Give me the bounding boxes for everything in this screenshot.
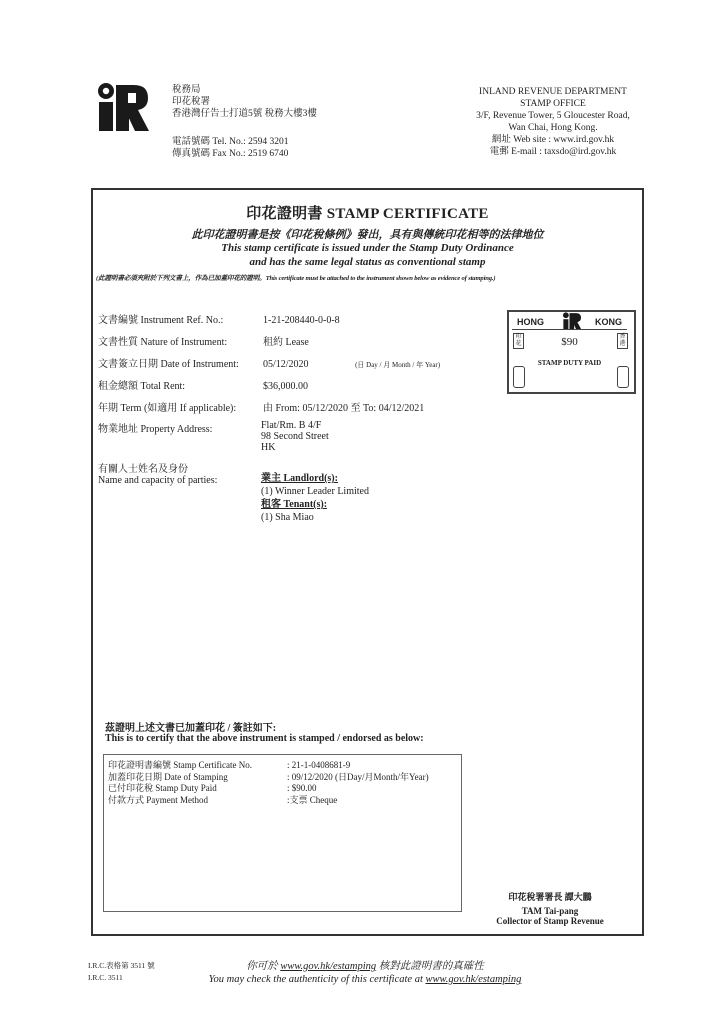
total-rent-label: 租金總額 Total Rent: (98, 381, 186, 392)
certify-en: This is to certify that the above instrument is stamped / endorsed as below: (105, 733, 424, 744)
dept-zh-name: 稅務局 (172, 85, 201, 95)
stamp-amount: $90 (561, 336, 578, 348)
total-rent-value: $36,000.00 (263, 381, 308, 392)
stamp-right-emblem-icon (617, 366, 629, 388)
stamp-hong-label: HONG (517, 317, 544, 327)
address-zh: 香港灣仔告士打道5號 稅務大樓3樓 (172, 109, 317, 119)
verify-link-zh[interactable]: www.gov.hk/estamping (280, 961, 377, 972)
attachment-note: (此證明書必須夾附於下列文書上，作為已加蓋印花的證明。This certificate must be attached to the instrument shown below as evidence of stamping.) (96, 275, 496, 282)
duty-paid-label: 已付印花稅 Stamp Duty Paid (108, 783, 217, 793)
stamp-paid-label: STAMP DUTY PAID (537, 359, 602, 367)
fax-number: 傳真號碼 Fax No.: 2519 6740 (172, 149, 289, 159)
office-en-name: STAMP OFFICE (520, 99, 586, 109)
tenant-heading: 租客 Tenant(s): (261, 499, 328, 510)
collector-name-en: TAM Tai-pang (521, 906, 579, 916)
property-address-line-3: HK (261, 442, 276, 453)
dept-en-name: INLAND REVENUE DEPARTMENT (479, 87, 627, 97)
duty-paid-value: : $90.00 (287, 783, 317, 793)
stamp-logo-icon (561, 312, 583, 330)
stamp-cert-no-label: 印花證明書編號 Stamp Certificate No. (108, 760, 252, 770)
landlord-1: (1) Winner Leader Limited (261, 486, 369, 497)
website: 網址 Web site : www.ird.gov.hk (491, 135, 615, 145)
nature-value: 租約 Lease (263, 337, 309, 348)
form-number-zh: I.R.C.表格第 3511 號 (88, 961, 155, 970)
stamping-date-label: 加蓋印花日期 Date of Stamping (108, 771, 228, 782)
term-value: 由 From: 05/12/2020 至 To: 04/12/2021 (263, 403, 425, 414)
stamping-date-value: : 09/12/2020 (日Day/月Month/年Year) (287, 771, 429, 782)
tenant-1: (1) Sha Miao (261, 512, 314, 523)
parties-label-zh: 有關人士姓名及身份 (98, 464, 188, 475)
collector-title-zh: 印花稅署署長 譚大鵬 (508, 892, 592, 902)
stamp-top-rule (512, 329, 627, 330)
verify-line-zh (160, 958, 570, 973)
legal-status-en-2: and has the same legal status as conventional stamp (249, 256, 486, 268)
date-format-hint: (日 Day / 月 Month / 年 Year) (355, 361, 441, 369)
verify-zh-suffix: 核對此證明書的真確性 (376, 961, 484, 972)
landlord-heading: 業主 Landlord(s): (261, 473, 338, 484)
certificate-title: 印花證明書 STAMP CERTIFICATE (246, 206, 489, 222)
payment-method-value: :支票 Cheque (287, 794, 338, 805)
collector-title-en: Collector of Stamp Revenue (496, 916, 604, 926)
address-en-line-2: Wan Chai, Hong Kong. (508, 123, 598, 133)
property-address-label: 物業地址 Property Address: (98, 424, 213, 435)
instrument-date-label: 文書簽立日期 Date of Instrument: (98, 359, 239, 370)
stamp-kong-label: KONG (595, 317, 622, 327)
parties-label-en: Name and capacity of parties: (98, 475, 218, 486)
ird-logo (96, 82, 150, 132)
stamp-duty-imprint (507, 310, 636, 394)
stamp-right-seal: 香港 (617, 333, 628, 349)
property-address-line-1: Flat/Rm. B 4/F (261, 420, 322, 431)
stamp-cert-no-value: : 21-1-0408681-9 (287, 760, 351, 770)
instrument-ref-value: 1-21-208440-0-0-8 (263, 315, 340, 326)
certify-zh: 茲證明上述文書已加蓋印花 / 簽註如下: (105, 723, 277, 734)
office-zh-name: 印花稅署 (172, 97, 211, 107)
stamp-left-emblem-icon (513, 366, 525, 388)
verify-en-prefix: You may check the authenticity of this certificate at (208, 974, 426, 985)
verify-link-en[interactable]: www.gov.hk/estamping (425, 974, 522, 985)
term-label: 年期 Term (如適用 If applicable): (98, 403, 237, 414)
payment-method-label: 付款方式 Payment Method (108, 794, 208, 805)
stamp-left-seal: 印花 (513, 333, 524, 349)
instrument-ref-label: 文書編號 Instrument Ref. No.: (98, 315, 224, 326)
form-number-en: I.R.C. 3511 (88, 973, 123, 982)
verify-zh-prefix: 你可於 (246, 961, 281, 972)
legal-status-zh: 此印花證明書是按《印花稅條例》發出，具有與傳統印花相等的法律地位 (191, 229, 544, 241)
instrument-date-value: 05/12/2020 (263, 359, 309, 370)
legal-status-en-1: This stamp certificate is issued under the Stamp Duty Ordinance (221, 242, 514, 254)
email: 電郵 E-mail : taxsdo@ird.gov.hk (489, 147, 617, 157)
verify-line-en (150, 974, 580, 985)
nature-label: 文書性質 Nature of Instrument: (98, 337, 228, 348)
address-en-line-1: 3/F, Revenue Tower, 5 Gloucester Road, (476, 111, 630, 121)
tel-number: 電話號碼 Tel. No.: 2594 3201 (172, 137, 289, 147)
property-address-line-2: 98 Second Street (261, 431, 329, 442)
